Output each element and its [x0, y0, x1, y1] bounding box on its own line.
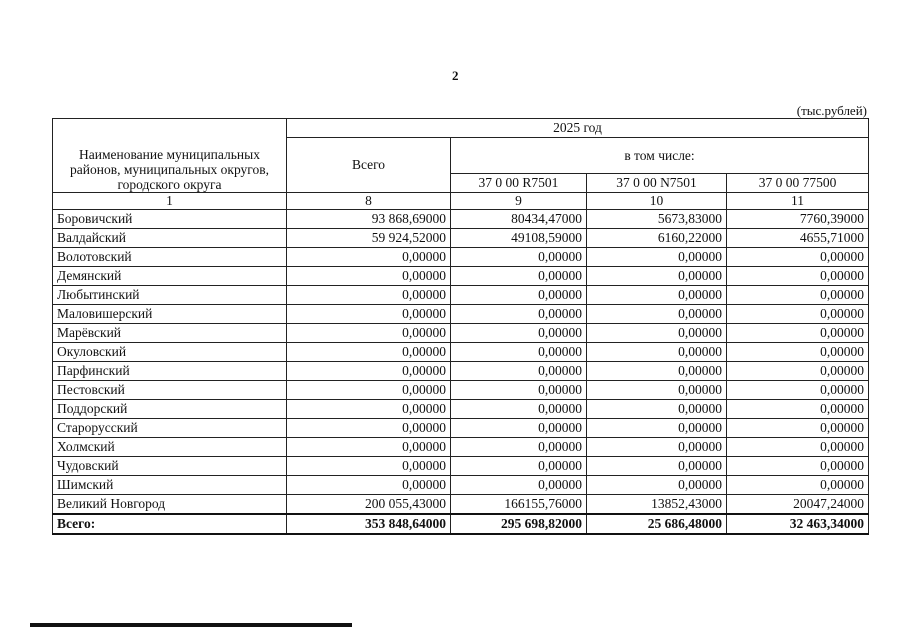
district-name: Шимский — [53, 476, 287, 495]
value-cell: 0,00000 — [287, 343, 451, 362]
value-cell: 0,00000 — [287, 286, 451, 305]
value-cell: 0,00000 — [587, 286, 727, 305]
value-cell: 0,00000 — [727, 400, 869, 419]
value-cell: 0,00000 — [287, 305, 451, 324]
value-cell: 200 055,43000 — [287, 495, 451, 515]
value-cell: 0,00000 — [587, 438, 727, 457]
district-name: Валдайский — [53, 229, 287, 248]
district-name: Волотовский — [53, 248, 287, 267]
value-cell: 93 868,69000 — [287, 210, 451, 229]
total-row — [53, 514, 869, 534]
district-name: Великий Новгород — [53, 495, 287, 515]
table-body — [53, 210, 869, 515]
value-cell: 0,00000 — [587, 305, 727, 324]
total-cell: 25 686,48000 — [587, 514, 727, 534]
value-cell: 0,00000 — [727, 438, 869, 457]
district-name: Парфинский — [53, 362, 287, 381]
district-name: Чудовский — [53, 457, 287, 476]
value-cell: 0,00000 — [587, 324, 727, 343]
budget-table — [52, 118, 869, 535]
value-cell: 0,00000 — [287, 476, 451, 495]
value-cell: 0,00000 — [587, 400, 727, 419]
district-name: Маловишерский — [53, 305, 287, 324]
value-cell: 0,00000 — [287, 438, 451, 457]
value-cell: 0,00000 — [287, 419, 451, 438]
value-cell: 0,00000 — [451, 457, 587, 476]
value-cell: 0,00000 — [287, 457, 451, 476]
header-code-77500: 37 0 00 77500 — [727, 174, 869, 193]
column-number-row — [53, 193, 869, 210]
value-cell: 0,00000 — [587, 476, 727, 495]
table-row — [53, 248, 869, 267]
value-cell: 0,00000 — [287, 267, 451, 286]
header-total: Всего — [287, 138, 451, 193]
table-row — [53, 305, 869, 324]
value-cell: 4655,71000 — [727, 229, 869, 248]
value-cell: 0,00000 — [727, 419, 869, 438]
value-cell: 0,00000 — [727, 324, 869, 343]
value-cell: 0,00000 — [451, 343, 587, 362]
district-name: Окуловский — [53, 343, 287, 362]
table-row — [53, 210, 869, 229]
value-cell: 0,00000 — [287, 248, 451, 267]
value-cell: 0,00000 — [587, 267, 727, 286]
value-cell: 0,00000 — [587, 343, 727, 362]
value-cell: 0,00000 — [727, 476, 869, 495]
column-number: 1 — [53, 193, 287, 210]
units-label: (тыс.рублей) — [796, 103, 867, 118]
header-code-r7501: 37 0 00 R7501 — [451, 174, 587, 193]
total-cell: 295 698,82000 — [451, 514, 587, 534]
value-cell: 0,00000 — [287, 324, 451, 343]
table-row — [53, 362, 869, 381]
value-cell: 0,00000 — [451, 362, 587, 381]
footnote-divider — [30, 623, 352, 627]
column-number: 10 — [587, 193, 727, 210]
table-row — [53, 381, 869, 400]
table-row — [53, 400, 869, 419]
table-row — [53, 419, 869, 438]
column-number: 9 — [451, 193, 587, 210]
table-row — [53, 267, 869, 286]
district-name: Пестовский — [53, 381, 287, 400]
column-number: 11 — [727, 193, 869, 210]
value-cell: 0,00000 — [451, 248, 587, 267]
value-cell: 20047,24000 — [727, 495, 869, 515]
value-cell: 0,00000 — [587, 381, 727, 400]
value-cell: 80434,47000 — [451, 210, 587, 229]
value-cell: 0,00000 — [727, 286, 869, 305]
value-cell: 0,00000 — [451, 324, 587, 343]
table-row — [53, 343, 869, 362]
district-name: Холмский — [53, 438, 287, 457]
value-cell: 0,00000 — [727, 457, 869, 476]
value-cell: 0,00000 — [587, 457, 727, 476]
value-cell: 0,00000 — [451, 476, 587, 495]
table-row — [53, 438, 869, 457]
table-row — [53, 476, 869, 495]
column-number: 8 — [287, 193, 451, 210]
value-cell: 0,00000 — [727, 248, 869, 267]
district-name: Марёвский — [53, 324, 287, 343]
value-cell: 0,00000 — [727, 305, 869, 324]
value-cell: 0,00000 — [727, 343, 869, 362]
value-cell: 0,00000 — [451, 400, 587, 419]
value-cell: 0,00000 — [587, 248, 727, 267]
header-year: 2025 год — [287, 119, 869, 138]
table-row — [53, 324, 869, 343]
table-row — [53, 457, 869, 476]
value-cell: 0,00000 — [451, 267, 587, 286]
header-name-column: Наименование муниципальных районов, муниципальных округов, городского округа — [53, 119, 287, 193]
district-name: Демянский — [53, 267, 287, 286]
table-row — [53, 286, 869, 305]
total-cell: 32 463,34000 — [727, 514, 869, 534]
district-name: Любытинский — [53, 286, 287, 305]
district-name: Боровичский — [53, 210, 287, 229]
value-cell: 0,00000 — [287, 400, 451, 419]
total-label: Всего: — [53, 514, 287, 534]
value-cell: 59 924,52000 — [287, 229, 451, 248]
district-name: Поддорский — [53, 400, 287, 419]
value-cell: 0,00000 — [287, 362, 451, 381]
header-including: в том числе: — [451, 138, 869, 174]
value-cell: 0,00000 — [451, 305, 587, 324]
table-row — [53, 495, 869, 515]
value-cell: 166155,76000 — [451, 495, 587, 515]
table-row — [53, 229, 869, 248]
value-cell: 0,00000 — [587, 419, 727, 438]
header-code-n7501: 37 0 00 N7501 — [587, 174, 727, 193]
value-cell: 49108,59000 — [451, 229, 587, 248]
total-cell: 353 848,64000 — [287, 514, 451, 534]
value-cell: 0,00000 — [587, 362, 727, 381]
value-cell: 0,00000 — [451, 286, 587, 305]
value-cell: 0,00000 — [727, 362, 869, 381]
value-cell: 13852,43000 — [587, 495, 727, 515]
value-cell: 0,00000 — [287, 381, 451, 400]
value-cell: 5673,83000 — [587, 210, 727, 229]
page-number: 2 — [452, 68, 459, 83]
value-cell: 0,00000 — [727, 267, 869, 286]
value-cell: 0,00000 — [451, 419, 587, 438]
value-cell: 0,00000 — [727, 381, 869, 400]
value-cell: 0,00000 — [451, 381, 587, 400]
district-name: Старорусский — [53, 419, 287, 438]
value-cell: 0,00000 — [451, 438, 587, 457]
value-cell: 7760,39000 — [727, 210, 869, 229]
value-cell: 6160,22000 — [587, 229, 727, 248]
